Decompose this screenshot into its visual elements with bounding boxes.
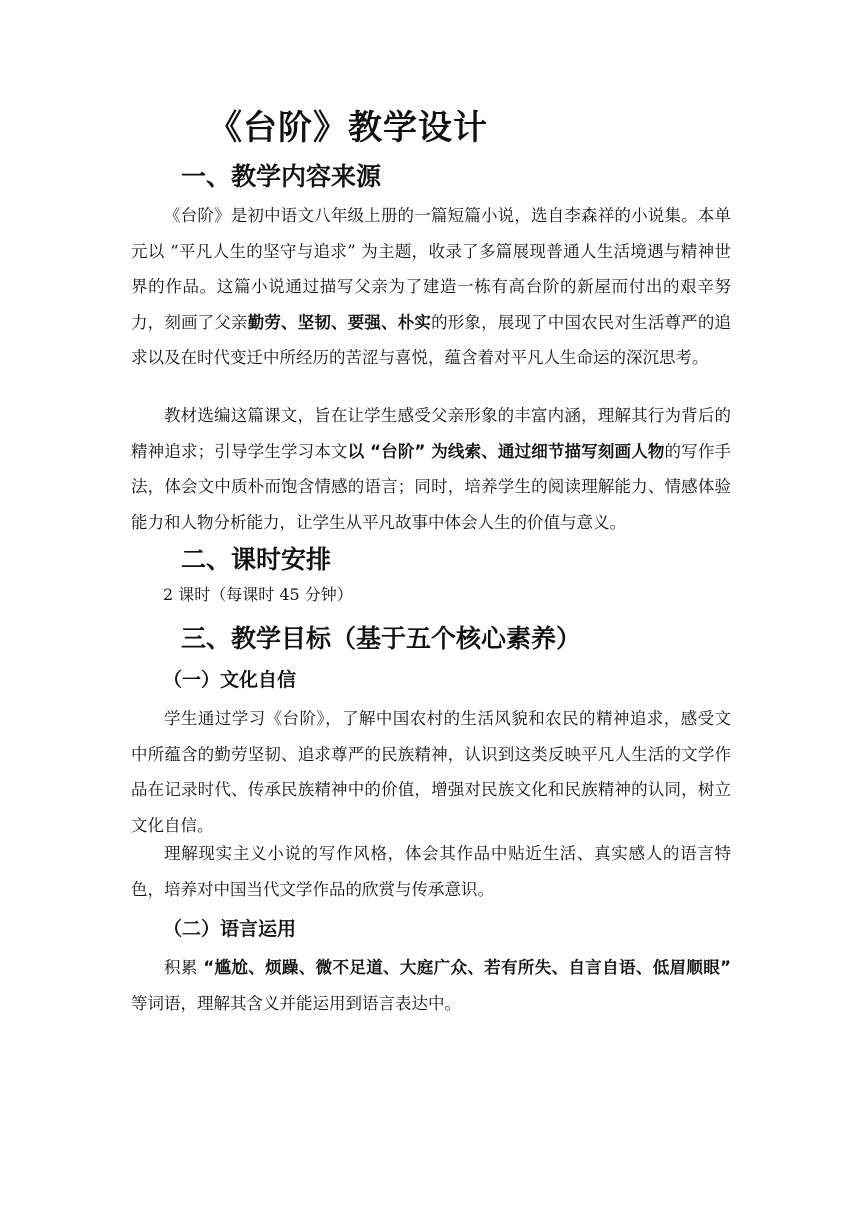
paragraph-text: 的形象，展现了中国农民对生活尊严的追求以及在时代变迁中所经历的苦涩与喜悦，蕴含着对平凡人生命运的深沉思考。 <box>131 312 732 367</box>
subsection-heading-language-use: （二）语言运用 <box>163 918 297 940</box>
subsection-heading-cultural-confidence: （一）文化自信 <box>163 669 297 691</box>
bold-text: 以 “台阶” 为线索、通过细节描写刻画人物 <box>347 441 665 461</box>
bold-text: “尴尬、烦躁、微不足道、大庭广众、若有所失、自言自语、低眉顺眼” <box>203 958 731 977</box>
paragraph-content-source-2 <box>131 398 731 540</box>
document-title: 《台阶》教学设计 <box>208 108 488 148</box>
schedule-text: 2 课时（每课时 45 分钟） <box>163 585 353 604</box>
paragraph-text: 等词语，理解其含义并能运用到语言表达中。 <box>131 993 461 1013</box>
paragraph-language-use-1 <box>131 950 731 1021</box>
paragraph-text: 《台阶》是初中语文八年级上册的一篇短篇小说，选自李森祥的小说集。本单元以 “平凡人生的坚守与追求” 为主题，收录了多篇展现普通人生活境遇与精神世界的作品。这篇小说通过描写父亲为了建造一栋有高台阶的新屋而付出的艰辛努力，刻画了父亲 <box>131 206 731 332</box>
paragraph-text: 的写作手法，体会文中质朴而饱含情感的语言；同时，培养学生的阅读理解能力、情感体验能力和人物分析能力，让学生从平凡故事中体会人生的价值与意义。 <box>131 441 732 532</box>
paragraph-text: 积累 <box>164 958 204 977</box>
section-heading-objectives: 三、教学目标（基于五个核心素养） <box>181 624 582 653</box>
paragraph-text: 教材选编这篇课文，旨在让学生感受父亲形象的丰富内涵，理解其行为背后的精神追求；引导学生学习本文 <box>131 406 731 461</box>
section-heading-schedule: 二、课时安排 <box>181 545 332 574</box>
bold-text: 勤劳、坚韧、要强、朴实 <box>247 312 432 332</box>
section-heading-content-source: 一、教学内容来源 <box>181 162 382 191</box>
paragraph-cultural-confidence-1: 学生通过学习《台阶》，了解中国农村的生活风貌和农民的精神追求，感受文中所蕴含的勤劳坚韧、追求尊严的民族精神，认识到这类反映平凡人生活的文学作品在记录时代、传承民族精神中的价值，增强对民族文化和民族精神的认同，树立文化自信。 <box>131 709 731 835</box>
paragraph-cultural-confidence-2: 理解现实主义小说的写作风格，体会其作品中贴近生活、真实感人的语言特色，培养对中国当代文学作品的欣赏与传承意识。 <box>131 844 731 899</box>
paragraph-content-source-1 <box>131 198 731 376</box>
